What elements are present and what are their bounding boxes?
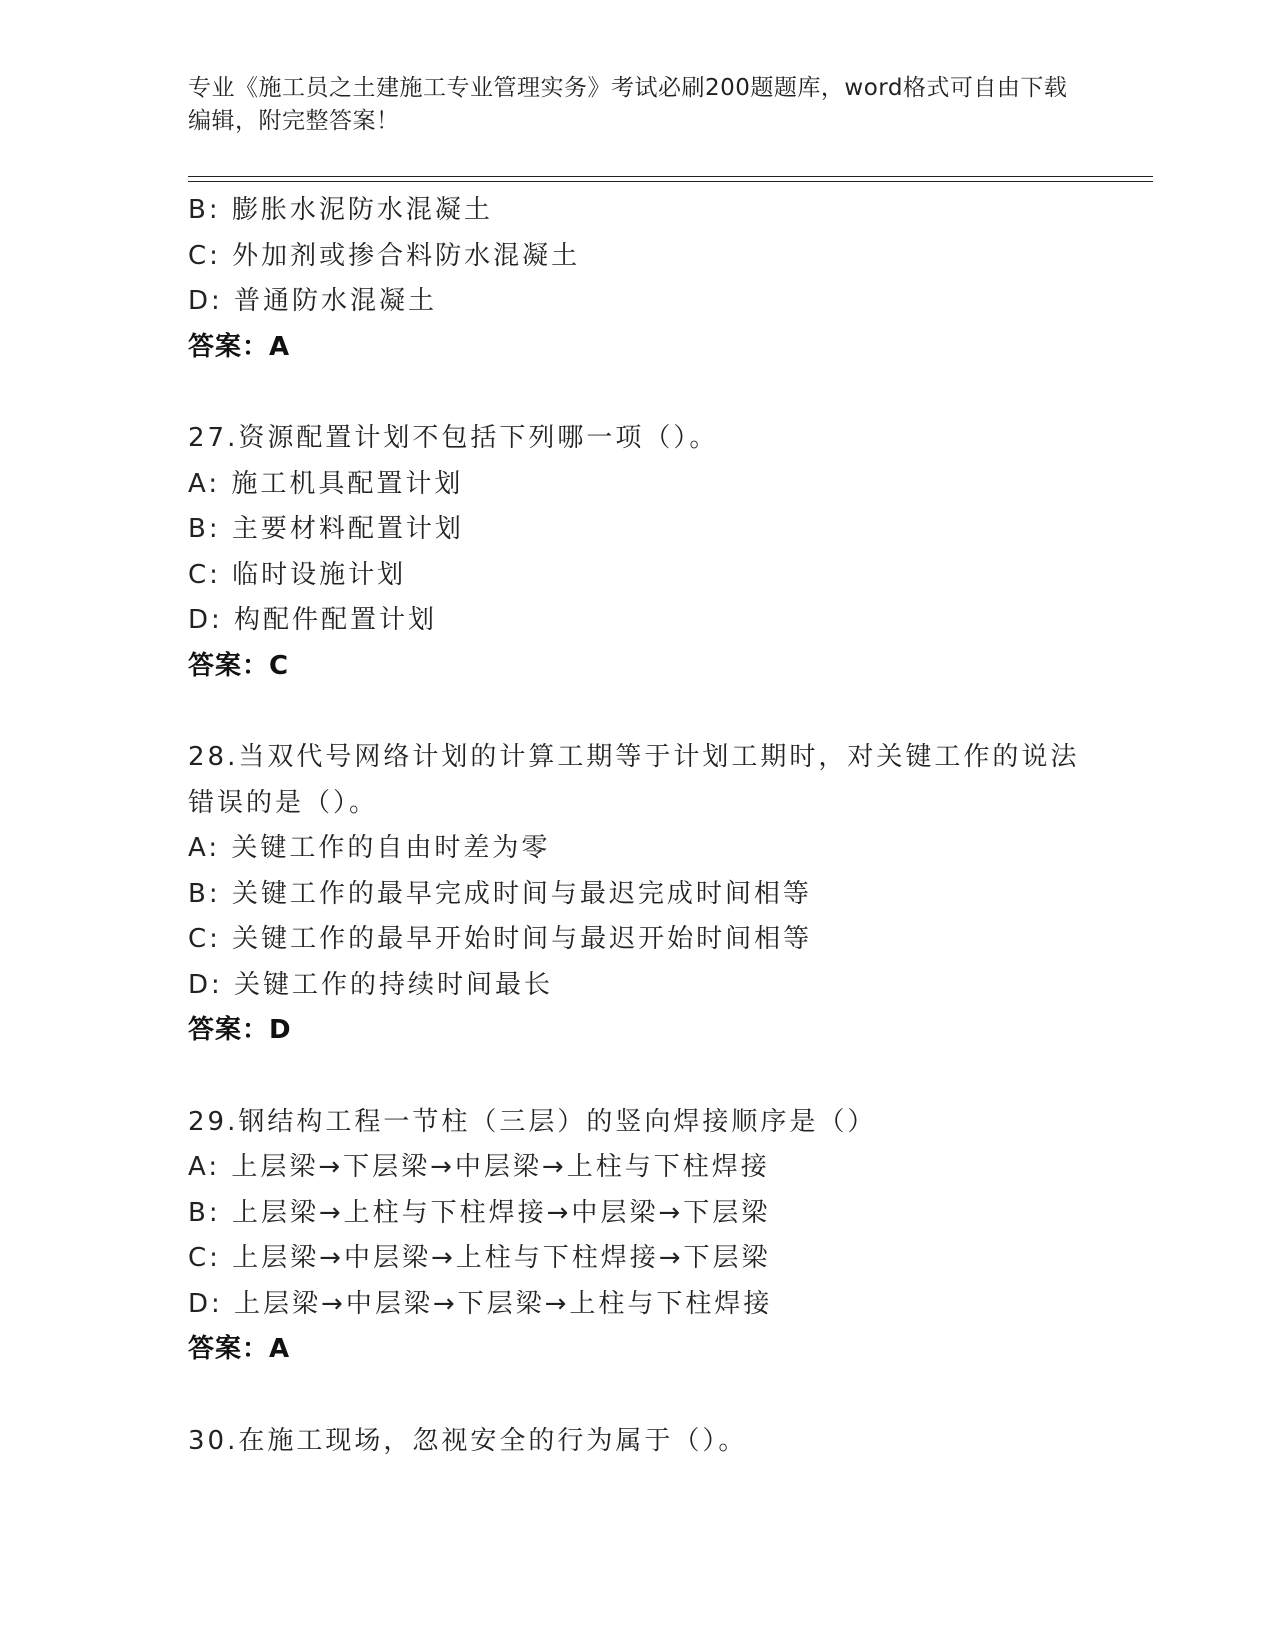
answer-line: 答案：A: [188, 331, 291, 362]
question-text: 28.当双代号网络计划的计算工期等于计划工期时，对关键工作的说法错误的是（）。: [188, 742, 1080, 818]
option-d: D: 构配件配置计划: [188, 605, 438, 635]
question-block-30: [188, 1419, 1088, 1465]
option-d: D: 关键工作的持续时间最长: [188, 969, 554, 1000]
option-c: C: 上层梁→中层梁→上柱与下柱焊接→下层梁: [188, 1243, 771, 1273]
option-b: B: 主要材料配置计划: [188, 514, 464, 544]
question-block-27: [188, 416, 1088, 689]
option-a: A: 上层梁→下层梁→中层梁→上柱与下柱焊接: [188, 1152, 770, 1182]
question-text: 27.资源配置计划不包括下列哪一项（）。: [188, 423, 719, 453]
spacer: [188, 689, 1088, 735]
question-text: 29.钢结构工程一节柱（三层）的竖向焊接顺序是（）: [188, 1106, 877, 1137]
answer-line: 答案：D: [188, 1015, 292, 1045]
option-b: B: 膨胀水泥防水混凝土: [188, 195, 493, 225]
spacer: [188, 1054, 1088, 1100]
answer-line: 答案：C: [188, 650, 290, 681]
header-divider-bottom: [188, 181, 1153, 182]
option-d: D: 上层梁→中层梁→下层梁→上柱与下柱焊接: [188, 1288, 773, 1319]
question-block-26: [188, 188, 1088, 370]
spacer: [188, 370, 1088, 416]
question-block-28: [188, 735, 1088, 1054]
option-b: B: 上层梁→上柱与下柱焊接→中层梁→下层梁: [188, 1197, 771, 1228]
document-header: 专业《施工员之土建施工专业管理实务》考试必刷200题题库，word格式可自由下载编辑，附完整答案！: [188, 75, 1068, 134]
question-block-29: [188, 1100, 1088, 1373]
option-a: A: 施工机具配置计划: [188, 468, 464, 499]
option-c: C: 外加剂或掺合料防水混凝土: [188, 240, 581, 271]
option-b: B: 关键工作的最早完成时间与最迟完成时间相等: [188, 878, 812, 909]
question-content: [188, 188, 1088, 1464]
spacer: [188, 1373, 1088, 1419]
option-c: C: 临时设施计划: [188, 559, 407, 590]
option-c: C: 关键工作的最早开始时间与最迟开始时间相等: [188, 924, 813, 954]
question-text: 30.在施工现场，忽视安全的行为属于（）。: [188, 1425, 748, 1456]
answer-line: 答案：A: [188, 1334, 291, 1364]
header-divider-top: [188, 176, 1153, 177]
option-d: D: 普通防水混凝土: [188, 286, 438, 316]
option-a: A: 关键工作的自由时差为零: [188, 833, 551, 863]
